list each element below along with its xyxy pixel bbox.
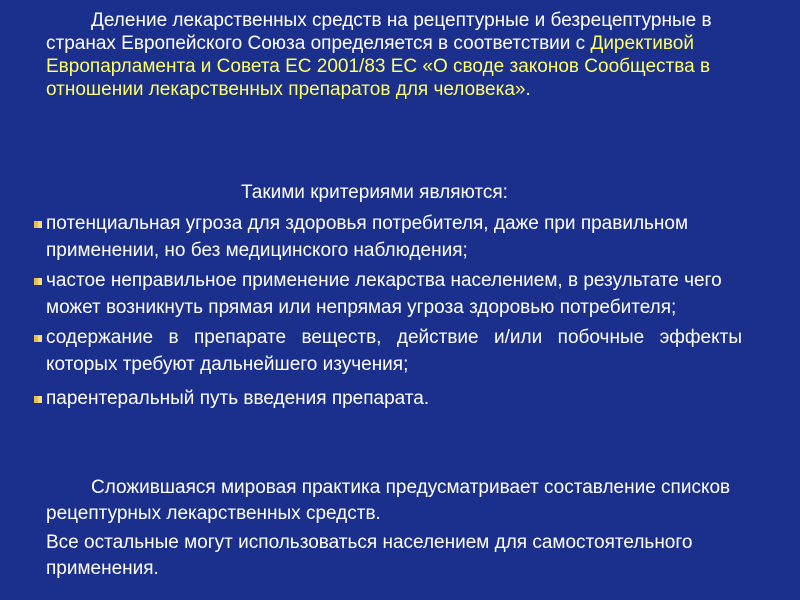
intro-text-after: .: [525, 79, 531, 100]
square-bullet-icon: [34, 278, 42, 285]
criteria-item-text: потенциальная угроза для здоровья потребителя, даже при правильном применении, но без медицинского наблюдения;: [46, 213, 689, 261]
intro-text-before: Деление лекарственных средств на рецептурные и безрецептурные в странах Европейского Союза определяется в соответствии с: [46, 10, 712, 54]
criteria-item: [0, 324, 800, 378]
square-bullet-icon: [34, 396, 42, 403]
criteria-item-text: содержание в препарате веществ, действие и/или побочные эффекты которых требуют дальнейшего изучения;: [46, 327, 742, 375]
directive-reference: Директивой Европарламента и Совета ЕС 2001/83 ЕС «О своде законов Сообщества в отношении лекарственных препаратов для человека»: [46, 33, 711, 100]
criteria-item-text: парентеральный путь введения препарата.: [46, 388, 430, 409]
criteria-item: [0, 210, 800, 264]
criteria-item: [0, 387, 800, 410]
square-bullet-icon: [34, 221, 42, 228]
criteria-item: [0, 267, 800, 321]
criteria-title: Такими критериями являются:: [241, 182, 508, 203]
intro-paragraph: [46, 9, 746, 101]
world-practice-paragraph: Сложившаяся мировая практика предусматривает составление списков рецептурных лекарственных средств.: [46, 477, 731, 524]
criteria-item-text: частое неправильное применение лекарства населением, в результате чего может возникнуть прямая или непрямая угроза здоровью потребителя;: [46, 270, 722, 318]
criteria-list: [0, 210, 800, 413]
square-bullet-icon: [34, 335, 42, 342]
others-paragraph: Все остальные могут использоваться населением для самостоятельного применения.: [46, 532, 693, 579]
